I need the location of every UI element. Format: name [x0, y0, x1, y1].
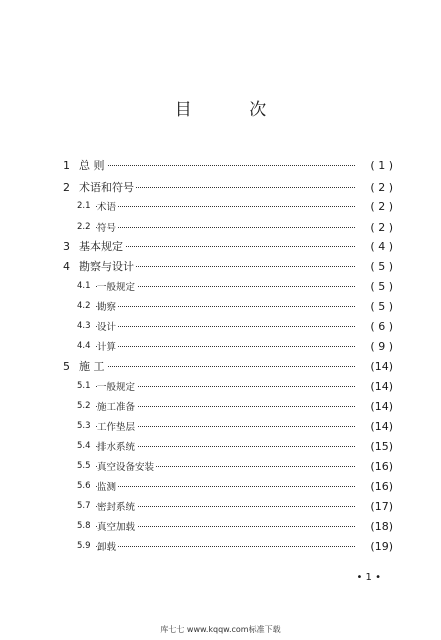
dot-leader: [96, 206, 355, 207]
toc-entry-label: 真空设备安装: [97, 459, 156, 473]
dot-leader: [96, 165, 355, 166]
toc-entry: [0, 378, 441, 394]
toc-entry: [0, 338, 441, 354]
toc-entry-page: ( 1 ): [370, 158, 393, 172]
toc-entry-label: 施工准备: [97, 399, 137, 413]
toc-entry-label: 施 工: [79, 360, 105, 373]
toc-entry-page: ( 9 ): [370, 339, 393, 353]
toc-entry-page: ( 5 ): [370, 279, 393, 293]
toc-entry-number: 5.3: [77, 421, 91, 431]
toc-entry-label: 计算: [97, 339, 118, 353]
toc-entry-label: 一般规定: [97, 379, 137, 393]
toc-entry-page: (15): [370, 439, 393, 453]
toc-entry-page: ( 2 ): [370, 220, 393, 234]
toc-entry-page: ( 6 ): [370, 319, 393, 333]
toc-entry: [0, 538, 441, 554]
toc-entry-number: 5.1: [77, 381, 91, 391]
toc-entry-label: 设计: [97, 319, 118, 333]
toc-entry-number: 4.2: [77, 301, 91, 311]
toc-entry-number: 4.1: [77, 281, 91, 291]
toc-entry-label: 总 则: [79, 159, 105, 172]
page-number: • 1 •: [356, 572, 381, 583]
toc-entry: [0, 258, 441, 274]
toc-entry-number: 4: [63, 259, 70, 273]
dot-leader: [96, 326, 355, 327]
toc-entry-page: (16): [370, 479, 393, 493]
toc-entry-page: (16): [370, 459, 393, 473]
toc-entry-page: (19): [370, 539, 393, 553]
toc-entry: [0, 238, 441, 254]
toc-entry-label: 工作垫层: [97, 419, 137, 433]
toc-entry-label: 一般规定: [97, 279, 137, 293]
toc-entry-label: 基本规定: [79, 240, 123, 253]
dot-leader: [96, 227, 355, 228]
toc-entry-label: 勘察: [97, 299, 118, 313]
toc-entry: [0, 318, 441, 334]
toc-entry-page: (14): [370, 379, 393, 393]
toc-entry: [0, 278, 441, 294]
toc-entry-page: (17): [370, 499, 393, 513]
toc-entry: [0, 398, 441, 414]
toc-entry-label: 勘察与设计: [79, 260, 134, 273]
toc-entry-number: 5.9: [77, 541, 91, 551]
toc-entry-page: ( 2 ): [370, 180, 393, 194]
toc-entry: [0, 358, 441, 374]
toc-entry-page: ( 5 ): [370, 299, 393, 313]
toc-entry-number: 2.1: [77, 201, 91, 211]
toc-entry: [0, 418, 441, 434]
toc-entry-number: 3: [63, 239, 70, 253]
toc-entry-number: 5.7: [77, 501, 91, 511]
toc-entry-label: 术语和符号: [79, 181, 134, 194]
toc-entry: [0, 157, 441, 173]
toc-entry-label: 符号: [97, 220, 118, 234]
toc-entry: [0, 518, 441, 534]
toc-entry-page: (14): [370, 359, 393, 373]
page-title: 目 次: [174, 100, 293, 120]
dot-leader: [96, 346, 355, 347]
toc-entry-page: (18): [370, 519, 393, 533]
toc-entry-number: 5.4: [77, 441, 91, 451]
toc-entry: [0, 478, 441, 494]
toc-entry-page: (14): [370, 399, 393, 413]
toc-entry-number: 5.8: [77, 521, 91, 531]
dot-leader: [96, 486, 355, 487]
toc-entry: [0, 298, 441, 314]
toc-entry-page: ( 4 ): [370, 239, 393, 253]
toc-entry-page: ( 5 ): [370, 259, 393, 273]
toc-entry-number: 5.5: [77, 461, 91, 471]
toc-entry-number: 4.3: [77, 321, 91, 331]
toc-entry-number: 4.4: [77, 341, 91, 351]
toc-entry-label: 排水系统: [97, 439, 137, 453]
dot-leader: [96, 246, 355, 247]
toc-entry-label: 卸载: [97, 539, 118, 553]
toc-entry-label: 真空加载: [97, 519, 137, 533]
toc-entry-number: 5: [63, 359, 70, 373]
dot-leader: [96, 366, 355, 367]
toc-entry-label: 密封系统: [97, 499, 137, 513]
dot-leader: [96, 546, 355, 547]
toc-entry-label: 监测: [97, 479, 118, 493]
toc-entry: [0, 179, 441, 195]
toc-entry-page: ( 2 ): [370, 199, 393, 213]
toc-entry-number: 1: [63, 158, 70, 172]
dot-leader: [96, 306, 355, 307]
toc-entry: [0, 438, 441, 454]
toc-entry: [0, 498, 441, 514]
toc-entry-number: 2.2: [77, 222, 91, 232]
toc-entry: [0, 198, 441, 214]
toc-entry-number: 5.2: [77, 401, 91, 411]
toc-entry-number: 5.6: [77, 481, 91, 491]
toc-entry: [0, 458, 441, 474]
watermark-text: 库七七 www.kqqw.com标准下载: [160, 625, 281, 634]
toc-entry-page: (14): [370, 419, 393, 433]
toc-entry-label: 术语: [97, 199, 118, 213]
toc-entry: [0, 219, 441, 235]
toc-entry-number: 2: [63, 180, 70, 194]
